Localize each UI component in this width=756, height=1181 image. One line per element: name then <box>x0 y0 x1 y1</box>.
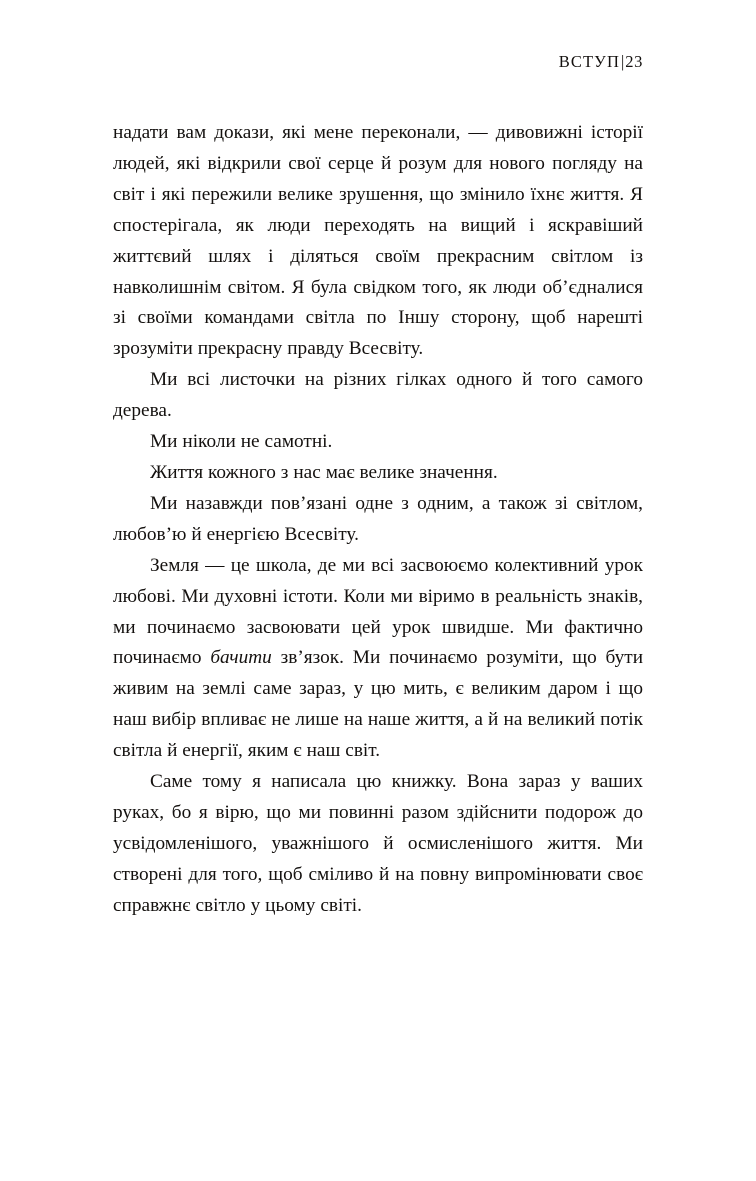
header-separator: | <box>620 52 625 71</box>
paragraph-with-emphasis <box>113 551 643 767</box>
paragraph: Ми всі листочки на різних гілках одного й того самого дерева. <box>113 369 643 422</box>
paragraph-text-segment: Земля — це школа, де ми всі засвоюємо колективний урок любові. Ми духовні істоти. Коли ми віримо в реальність знаків, ми починаємо засвоювати цей урок швидше. Ми фактично починаємо <box>113 554 643 669</box>
paragraph: Саме тому я написала цю книжку. Вона зараз у ваших руках, бо я вірю, що ми повинні разом здійснити подорож до усвідомленішого, уважнішого й осмисленішого життя. Ми створені для того, щоб сміливо й на повну випромінювати своє справжнє світло у цьому світі. <box>113 771 643 916</box>
paragraph-text-segment: зв’язок. Ми починаємо розуміти, що бути живим на землі саме зараз, у цю мить, є великим даром і що наш вибір впливає не лише на наше життя, а й на великий потік світла й енергії, яким є наш світ. <box>113 647 644 762</box>
paragraph: Ми ніколи не самотні. <box>150 431 333 453</box>
paragraph: Життя кожного з нас має велике значення. <box>150 461 498 483</box>
header-page-number: 23 <box>625 52 643 71</box>
paragraph: надати вам докази, які мене переконали, — дивовижні історії людей, які відкрили свої серце й розум для нового погляду на світ і які пережили велике зрушення, що змінило їхнє життя. Я спостерігала, як люди переходять на вищий і яскравіший життєвий шлях і діляться своїм прекрасним світлом із навколишнім світом. Я була свідком того, як люди об’єдналися зі своїми командами світла по Іншу сторону, щоб нарешті зрозуміти прекрасну правду Всесвіту. <box>113 122 643 360</box>
emphasized-word: бачити <box>210 647 272 669</box>
paragraph: Ми назавжди пов’язані одне з одним, а також зі світлом, любов’ю й енергією Всесвіту. <box>113 492 643 545</box>
body-text-block <box>113 118 643 922</box>
running-header <box>113 52 643 72</box>
header-section-title: ВСТУП <box>558 52 620 71</box>
